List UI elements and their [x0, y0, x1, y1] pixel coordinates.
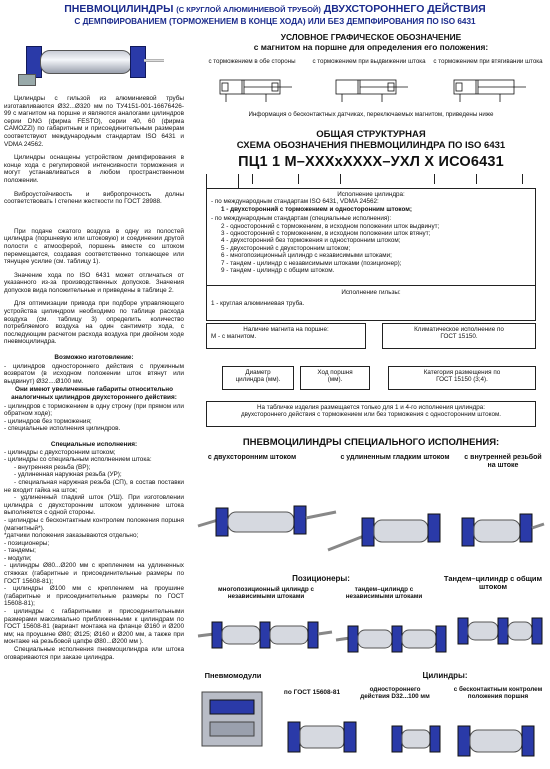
- graphic-label-1: с торможением в обе стороны: [208, 58, 296, 65]
- symbol-extend: [336, 80, 408, 102]
- cylinders-label: Цилиндры:: [422, 671, 468, 680]
- tandem-label: Тандем–цилиндр с общим штоком: [443, 574, 543, 591]
- special-item: - специальная наружная резьба (СП), в состав поставки не входит гайка на шток;: [4, 478, 184, 494]
- box1-line-bold: 1 - двухсторонний с торможением и односторонним штоком;: [221, 205, 413, 213]
- title-main2: ДВУХСТОРОННЕГО ДЕЙСТВИЯ: [323, 3, 486, 15]
- photo-tandem-independent: [336, 626, 446, 652]
- box-diameter: [222, 366, 294, 390]
- positioners-label: Позиционеры:: [292, 574, 350, 583]
- positioner-multi-label: многопозиционный цилиндр с независимыми штоками: [218, 586, 314, 600]
- left-paragraph-4: При подаче сжатого воздуха в одну из полостей цилиндра (поршневую или штоковую) и соединении другой полости с атмосферой, поршень вместе со штоком перемещается, создавая соответственно толкающее или тянущее усилие (см. таблицу 1).: [4, 227, 184, 266]
- photo-contactless: [458, 726, 534, 756]
- box-magnet: [206, 323, 366, 349]
- box2-heading: Исполнение гильзы:: [341, 289, 401, 296]
- graphic-heading: [196, 32, 546, 52]
- special-item: - цилиндры со специальным исполнением штока:: [4, 456, 152, 464]
- symbol-retract: [454, 80, 526, 102]
- title-paren: (С КРУГЛОЙ АЛЮМИНИЕВОЙ ТРУБОЙ): [176, 5, 321, 14]
- note-line-2: двухстороннего действия с торможением или без торможения с односторонним штоком.: [240, 411, 502, 419]
- box1-line: - по международным стандартам (специальные исполнения):: [211, 215, 392, 223]
- photo-inner-thread: [462, 514, 544, 546]
- special-photos-row1: [196, 478, 546, 570]
- note-line-1: На табличке изделия размещается только для 1 и 4-го исполнения цилиндра:: [256, 404, 486, 411]
- own-item: - цилиндров без торможения;: [4, 417, 92, 425]
- possible-heading: Возможно изготовление:: [54, 354, 134, 362]
- special-heading: Специальные исполнения:: [50, 440, 138, 448]
- special-item: *датчики положения заказываются отдельно;: [4, 532, 139, 540]
- special-item: - внутренняя резьба (ВР);: [14, 463, 91, 471]
- left-paragraph-3: Виброустойчивость и вибропрочность долны соответствовать I степени жесткости по ГОСТ 28988.: [4, 190, 184, 206]
- special-item: - модули;: [4, 554, 32, 562]
- title-main: ПНЕВМОЦИЛИНДРЫ: [64, 3, 174, 15]
- box5-heading: Диаметр: [245, 369, 271, 376]
- special-label-long-rod: с удлиненным гладким штоком: [340, 454, 450, 461]
- schema-heading: [196, 130, 546, 151]
- box4-heading: Климатическое исполнение по: [414, 326, 504, 333]
- left-text-column: [4, 95, 184, 661]
- schema-code: ПЦ1 1 М–XXXxXXXX–УХЛ Х ИСО6431: [238, 154, 504, 170]
- graphic-label-2: с торможением при выдвижении штока: [312, 58, 426, 65]
- own-item: - цилиндров с торможением в одну строну (при прямом или обратном ходе);: [4, 402, 184, 418]
- special-item: - цилиндры Ø100 мм с креплением на проушине (габаритные и присоединительные размеры по ГОСТ 15608-81);: [4, 585, 184, 608]
- box-cylinder-design: [206, 188, 536, 286]
- own-heading: Они имеют увеличенные габариты относительно аналогичных цилиндров двухстороннего действия:: [11, 386, 177, 401]
- box1-item: 5 - двухсторонний с двухсторонним штоком;: [221, 244, 351, 252]
- box-climate: [382, 323, 536, 349]
- box4-text: ГОСТ 15150.: [440, 333, 478, 341]
- own-item: - специальные исполнения цилиндров.: [4, 425, 121, 433]
- box1-item: 9 - тандем - цилиндр с общим штоком.: [221, 267, 335, 275]
- page-title: [4, 3, 546, 28]
- special-photos-row3: [196, 682, 546, 766]
- modules-label: Пневмомодули: [204, 671, 262, 680]
- special-item: Специальные исполнения пневмоцилиндра или штока оговариваются при заказе цилиндра.: [4, 646, 184, 661]
- box-note: [206, 401, 536, 427]
- box1-heading: Исполнение цилиндра:: [337, 191, 405, 198]
- photo-gost: [288, 722, 356, 752]
- box6-heading: Ход поршня: [317, 369, 353, 376]
- left-paragraph-1: Цилиндры с гильзой из алюминиевой трубы изготавливаются Ø32...Ø320 мм по ТУ4151-001-16676426-99 с магнитом на поршне и являются аналогами цилиндров серии DNG (фирма FESTO), серии 40, 60 (фирма CAMOZZI) по габаритным и присоединительным размерам соответствуют международным стандартам ISO 6431 и VDMA 24562.: [4, 95, 184, 148]
- box3-heading: Наличие магнита на поршне:: [243, 326, 329, 333]
- box1-line: - по международным стандартам ISO 6431, VDMA 24562:: [211, 198, 379, 206]
- box-sleeve: [206, 285, 536, 321]
- title-subline: С ДЕМПФИРОВАНИЕМ (ТОРМОЖЕНИЕМ В КОНЦЕ ХОДА) ИЛИ БЕЗ ДЕМПФИРОВАНИЯ ПО ISO 6431: [74, 17, 476, 26]
- special-item: - цилиндры с габаритными и присоединительными размерами максимально приближенными к цилиндрам по ГОСТ 15608-81 (вариант монтажа на фланце Ø160 и Ø200 мм; на проушине Ø80; Ø125; Ø160 и Ø200 мм, а также при монтаже на резьбовой цапфе Ø80...Ø200 мм ).: [4, 608, 184, 646]
- left-paragraph-6: Для оптимизации привода при подборе управляющего устройства цилиндром необходимо по таблице расхода воздуха (см. таблицу 3) определить количество потребляемого воздуха на один сантиметр хода, с последующим расчетом расхода воздуха при двойном ходе пневмоцилиндра.: [4, 300, 184, 346]
- positioner-tandem-label: тандем–цилиндр с независимыми штоками: [345, 586, 423, 600]
- box5-text: цилиндра (мм).: [235, 376, 281, 384]
- special-label-inner-thread: с внутренней резьбой на штоке: [464, 454, 542, 469]
- special-item: - цилиндры Ø80...Ø200 мм с креплением на удлиненных стяжках (габаритные и присоединительные размеры по ГОСТ 15608-81);: [4, 562, 184, 585]
- main-cylinder-image: [18, 38, 168, 86]
- box1-item: 6 - многопозиционный цилиндр с независимыми штоками;: [221, 252, 392, 260]
- graphic-symbols: [196, 76, 546, 106]
- special-item: - цилиндры с двухсторонним штоком;: [4, 448, 116, 456]
- special-item: - цилиндры с бесконтактным контролем положения поршня (магнитный*).: [4, 516, 184, 532]
- photo-pneumomodule: [202, 692, 262, 746]
- box1-item: 2 - односторонний с торможением, в исходном положении шток выдвинут;: [221, 222, 440, 230]
- graphic-heading-1: УСЛОВНОЕ ГРАФИЧЕСКОЕ ОБОЗНАЧЕНИЕ: [280, 32, 462, 42]
- special-item: - удлиненный гладкий шток (УШ). При изготовлении цилиндра с двухсторонним штоком удлинение штока выполняется с одной стороны.: [4, 494, 184, 517]
- graphic-label-3: с торможением при втягивании штока: [433, 58, 543, 65]
- graphic-info: Информация о бесконтактных датчиках, переключаемых магнитом, приведены ниже: [248, 111, 494, 118]
- special-item: - позиционеры;: [4, 539, 50, 547]
- special-label-double-rod: с двухсторонним штоком: [207, 454, 297, 461]
- special-item: - тандемы;: [4, 547, 36, 555]
- special-heading-main: ПНЕВМОЦИЛИНДРЫ СПЕЦИАЛЬНОГО ИСПОЛНЕНИЯ:: [242, 437, 500, 448]
- box-stroke: [300, 366, 370, 390]
- graphic-heading-2: с магнитом на поршне для определения его положения:: [253, 42, 489, 52]
- contactless-label: с бесконтактным контролем положения поршня: [453, 686, 543, 700]
- single-acting-label: одностороннего действия D32...100 мм: [360, 686, 430, 700]
- gost-label: по ГОСТ 15608-81: [283, 689, 341, 696]
- box1-item: 7 - тандем - цилиндр с независимыми штоками (позиционер);: [221, 259, 402, 267]
- box7-text: ГОСТ 15150 (3;4).: [436, 376, 488, 384]
- photo-tandem-common: [458, 618, 542, 644]
- schema-heading-1: ОБЩАЯ СТРУКТУРНАЯ: [316, 129, 426, 140]
- box-placement: [388, 366, 536, 390]
- box2-text: 1 - круглая алюминиевая труба.: [211, 300, 305, 308]
- symbol-both-sides: [220, 80, 292, 102]
- box6-text: (мм).: [327, 376, 343, 384]
- left-paragraph-5: Значение хода по ISO 6431 может отличаться от указанного из-за производственных допусков. Значения допусков вида положительные и приведены в таблице 2.: [4, 271, 184, 294]
- special-photos-row2: [196, 600, 546, 670]
- box1-item: 3 - односторонний с торможением, в исходном положении шток втянут;: [221, 230, 431, 238]
- photo-single-acting: [392, 726, 440, 752]
- box7-heading: Категория размещения по: [423, 369, 501, 376]
- box3-text: М - с магнитом.: [211, 333, 257, 341]
- left-paragraph-2: Цилиндры оснащены устройством демпфирования в конце хода с регулировкой интенсивности торможения и могут устанавливаться в любом пространственном положении.: [4, 154, 184, 184]
- special-item: - удлиненная наружная резьба (УР);: [14, 471, 122, 479]
- photo-multiposition: [198, 622, 332, 648]
- possible-text: - цилиндров одностороннего действия с пружинным возвратом (в исходном положении шток втянут или выдвинут) Ø32....Ø100 мм.: [4, 362, 184, 385]
- box1-item: 4 - двухсторонний без торможения и односторонним штоком;: [221, 237, 401, 245]
- photo-double-rod: [198, 506, 336, 536]
- photo-long-rod: [328, 514, 440, 550]
- schema-heading-2: СХЕМА ОБОЗНАЧЕНИЯ ПНЕВМОЦИЛИНДРА ПО ISO 6431: [236, 139, 506, 151]
